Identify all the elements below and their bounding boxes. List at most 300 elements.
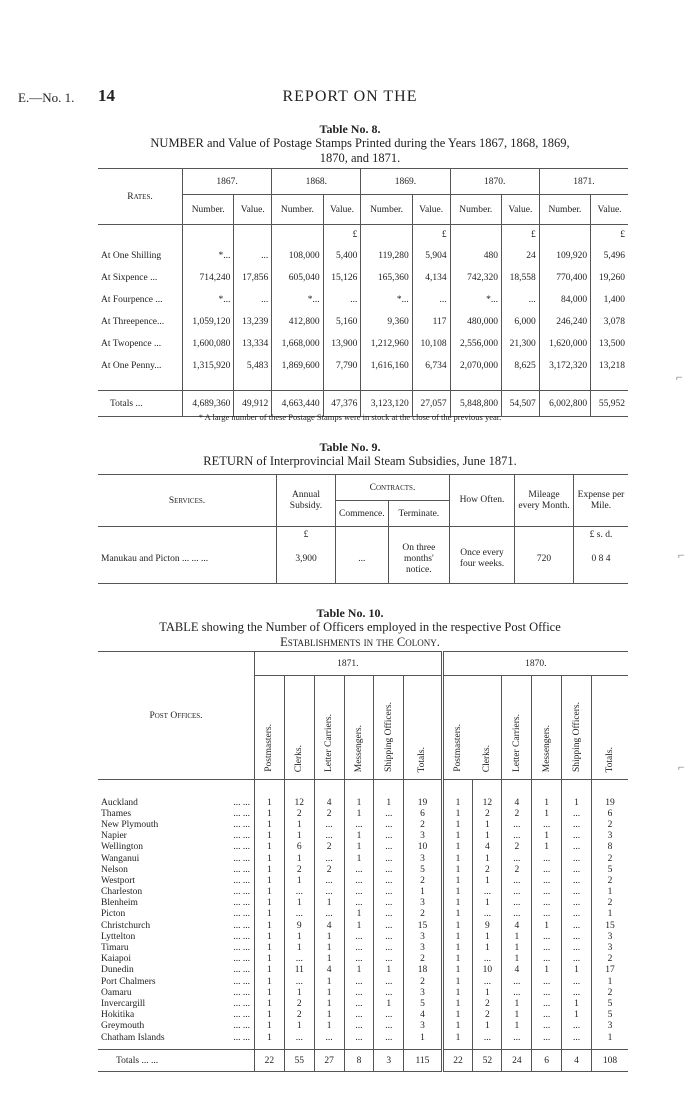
count-cell: 1 — [284, 932, 314, 943]
table-row — [98, 943, 628, 954]
count-cell: 1 — [255, 887, 285, 898]
count-cell: 2 — [284, 1010, 314, 1021]
count-cell: 2 — [404, 954, 442, 965]
count-cell: ... — [473, 909, 502, 920]
count-cell: ... — [562, 921, 592, 932]
number-cell: 246,240 — [539, 311, 590, 333]
margin-mark: ⌐ — [676, 370, 683, 384]
count-cell: 1 — [255, 954, 285, 965]
number-cell: 1,212,960 — [361, 333, 412, 355]
count-cell: 2 — [314, 865, 344, 876]
count-cell: ... — [374, 1010, 404, 1021]
count-cell: ... — [374, 820, 404, 831]
count-cell: 4 — [473, 842, 502, 853]
count-cell: ... — [284, 1032, 314, 1043]
count-cell: ... — [532, 909, 562, 920]
count-cell: 1 — [442, 909, 473, 920]
total-cell: 4 — [562, 1050, 592, 1072]
count-cell: ... — [532, 898, 562, 909]
count-cell: ... — [344, 988, 374, 999]
office-cell — [98, 954, 255, 965]
office-cell — [98, 831, 255, 842]
count-cell: 3 — [607, 831, 613, 842]
count-cell: 2 — [473, 999, 502, 1010]
office-cell — [98, 943, 255, 954]
office-name: Charleston — [101, 887, 143, 898]
number-cell: 3,172,320 — [539, 355, 590, 377]
count-cell: 15 — [605, 920, 615, 931]
page-title: REPORT ON THE — [282, 88, 418, 105]
column-header-text: Clerks. — [294, 744, 305, 772]
count-cell: 1 — [607, 909, 613, 920]
count-cell: 3 — [404, 932, 442, 943]
table-row — [98, 932, 628, 943]
value-col-header: Value. — [234, 195, 272, 225]
column-header-text: Totals. — [604, 746, 615, 772]
totals-label: Totals ... — [98, 391, 183, 417]
count-cell: 1 — [442, 988, 473, 999]
count-cell: 1 — [442, 932, 473, 943]
column-header-text: Shipping Officers. — [383, 701, 394, 772]
count-cell: 1 — [442, 820, 473, 831]
count-cell: ... — [562, 898, 592, 909]
count-cell: 1 — [532, 798, 562, 809]
number-cell: 1,616,160 — [361, 355, 412, 377]
count-cell: ... — [532, 932, 562, 943]
year-header: 1867. — [183, 169, 272, 195]
count-cell: 1 — [502, 999, 532, 1010]
count-cell: ... — [532, 999, 562, 1010]
currency-mark: £ — [277, 527, 336, 543]
count-cell: 1 — [442, 898, 473, 909]
column-header-text: Totals. — [417, 746, 428, 772]
count-cell: 1 — [255, 965, 285, 976]
value-cell: 5,483 — [234, 355, 272, 377]
value-cell: 13,500 — [598, 338, 625, 349]
number-cell: *... — [183, 289, 234, 311]
year-header: 1870. — [442, 652, 628, 676]
value-cell: 13,239 — [234, 311, 272, 333]
total-cell: 22 — [255, 1050, 285, 1072]
doc-reference: E.—No. 1. — [18, 90, 75, 105]
count-cell: 1 — [532, 842, 562, 853]
service-name: Manukau and Picton ... ... ... — [98, 543, 277, 576]
count-cell: 2 — [502, 842, 532, 853]
count-cell: ... — [374, 1021, 404, 1032]
table-row — [98, 798, 628, 809]
leader-dots: ... ... — [233, 864, 250, 875]
count-cell: ... — [562, 831, 592, 842]
count-cell: 2 — [607, 987, 613, 998]
count-cell: 1 — [314, 932, 344, 943]
number-cell: 9,360 — [361, 311, 412, 333]
number-cell: 480,000 — [450, 311, 501, 333]
value-cell: 5,160 — [323, 311, 361, 333]
rate-label: At One Shilling — [98, 245, 183, 267]
column-header-text: Letter Carriers. — [324, 713, 335, 772]
count-cell: ... — [562, 1032, 592, 1043]
count-cell: 6 — [284, 842, 314, 853]
column-header — [473, 676, 502, 780]
count-cell: ... — [502, 977, 532, 988]
office-cell — [98, 921, 255, 932]
value-cell: 1,400 — [603, 294, 625, 305]
count-cell: 2 — [284, 999, 314, 1010]
count-cell: 1 — [255, 1021, 285, 1032]
table-row — [98, 289, 628, 311]
count-cell: ... — [502, 909, 532, 920]
count-cell: ... — [374, 988, 404, 999]
count-cell: ... — [532, 876, 562, 887]
count-cell: ... — [314, 853, 344, 864]
count-cell: 4 — [314, 921, 344, 932]
table-row — [98, 921, 628, 932]
count-cell: 2 — [502, 865, 532, 876]
table10-officers — [98, 651, 628, 1072]
table-row — [98, 1010, 628, 1021]
count-cell: ... — [314, 876, 344, 887]
column-header-text: Postmasters. — [453, 724, 464, 772]
count-cell: 1 — [404, 1032, 442, 1043]
count-cell: 1 — [442, 887, 473, 898]
count-cell: ... — [562, 876, 592, 887]
value-cell: 18,558 — [501, 267, 539, 289]
count-cell: ... — [314, 831, 344, 842]
office-name: Dunedin — [101, 965, 134, 976]
count-cell: ... — [344, 977, 374, 988]
count-cell: ... — [562, 977, 592, 988]
count-cell: ... — [344, 898, 374, 909]
count-cell: 10 — [473, 965, 502, 976]
office-cell — [98, 988, 255, 999]
count-cell: ... — [532, 1010, 562, 1021]
value-col-header: Value. — [323, 195, 361, 225]
terminate-value: On three months' notice. — [388, 543, 449, 576]
count-cell: 1 — [473, 820, 502, 831]
count-cell: 1 — [442, 965, 473, 976]
office-name: Lyttelton — [101, 931, 136, 942]
count-cell: 1 — [473, 831, 502, 842]
rate-label: At Fourpence ... — [98, 289, 183, 311]
office-cell — [98, 932, 255, 943]
count-cell: 2 — [284, 865, 314, 876]
count-cell: 1 — [344, 921, 374, 932]
count-cell: ... — [284, 887, 314, 898]
expense-header: Expense per Mile. — [574, 475, 629, 527]
count-cell: 1 — [284, 820, 314, 831]
count-cell: ... — [502, 853, 532, 864]
count-cell: 1 — [344, 842, 374, 853]
count-cell: ... — [374, 954, 404, 965]
count-cell: 1 — [562, 1010, 592, 1021]
table8-footnote: * A large number of these Postage Stamps were in stock at the close of the previous year. — [198, 412, 502, 422]
table-row — [98, 909, 628, 920]
count-cell: 3 — [404, 831, 442, 842]
count-cell: 1 — [473, 988, 502, 999]
number-cell: 1,620,000 — [539, 333, 590, 355]
count-cell: 2 — [404, 977, 442, 988]
leader-dots: ... ... — [233, 875, 250, 886]
count-cell: 1 — [374, 798, 404, 809]
table-row — [98, 853, 628, 864]
count-cell: 3 — [404, 853, 442, 864]
count-cell: 1 — [284, 898, 314, 909]
leader-dots: ... ... — [233, 1021, 250, 1032]
count-cell: ... — [314, 909, 344, 920]
count-cell: ... — [473, 1032, 502, 1043]
table-row — [98, 842, 628, 853]
count-cell: 1 — [314, 1021, 344, 1032]
count-cell: ... — [562, 1021, 592, 1032]
table-row — [98, 267, 628, 289]
count-cell: ... — [374, 876, 404, 887]
value-cell: 7,790 — [323, 355, 361, 377]
count-cell: 5 — [404, 999, 442, 1010]
count-cell: 2 — [607, 819, 613, 830]
number-cell: 1,315,920 — [183, 355, 234, 377]
column-header — [562, 676, 592, 780]
number-col-header: Number. — [183, 195, 234, 225]
leader-dots: ... ... — [233, 909, 250, 920]
table-row — [98, 311, 628, 333]
currency-mark: £ — [501, 225, 539, 245]
table-row — [98, 820, 628, 831]
count-cell: ... — [374, 909, 404, 920]
office-name: Oamaru — [101, 987, 132, 998]
office-name: Napier — [101, 831, 127, 842]
count-cell: 1 — [442, 1021, 473, 1032]
count-cell: 3 — [404, 898, 442, 909]
count-cell: 1 — [442, 831, 473, 842]
total-cell: 5,848,800 — [450, 391, 501, 417]
count-cell: 5 — [404, 865, 442, 876]
expense-units: £ s. d. — [589, 529, 613, 540]
count-cell: ... — [314, 1032, 344, 1043]
count-cell: 4 — [314, 965, 344, 976]
count-cell: 3 — [404, 943, 442, 954]
count-cell: 1 — [255, 909, 285, 920]
count-cell: ... — [314, 887, 344, 898]
how-often-value: Once every four weeks. — [450, 543, 515, 576]
office-name: New Plymouth — [101, 819, 159, 830]
count-cell: 1 — [607, 976, 613, 987]
leader-dots: ... ... — [233, 1032, 250, 1043]
count-cell: 1 — [442, 1010, 473, 1021]
table8-stamps — [98, 168, 628, 417]
count-cell: ... — [344, 1010, 374, 1021]
number-cell: 605,040 — [272, 267, 323, 289]
count-cell: ... — [562, 842, 592, 853]
count-cell: ... — [344, 876, 374, 887]
table-row — [98, 245, 628, 267]
count-cell: 1 — [284, 831, 314, 842]
currency-mark: £ — [323, 225, 361, 245]
count-cell: 1 — [442, 999, 473, 1010]
total-cell: 24 — [502, 1050, 532, 1072]
currency-mark: £ — [620, 229, 625, 240]
count-cell: ... — [562, 820, 592, 831]
total-cell: 22 — [442, 1050, 473, 1072]
office-name: Thames — [101, 808, 132, 819]
count-cell: 1 — [255, 1032, 285, 1043]
number-cell: *... — [450, 289, 501, 311]
rate-label: At Twopence ... — [98, 333, 183, 355]
table10-title-line1: TABLE showing the Number of Officers employed in the respective Post Office — [159, 620, 561, 634]
count-cell: ... — [374, 898, 404, 909]
page-number: 14 — [98, 86, 115, 105]
count-cell: ... — [344, 999, 374, 1010]
count-cell: 18 — [404, 965, 442, 976]
count-cell: 1 — [344, 909, 374, 920]
count-cell: 1 — [314, 977, 344, 988]
count-cell: 10 — [404, 842, 442, 853]
column-header — [404, 676, 442, 780]
number-cell: 1,668,000 — [272, 333, 323, 355]
count-cell: 1 — [255, 1010, 285, 1021]
year-header: 1871. — [539, 169, 628, 195]
count-cell: ... — [532, 865, 562, 876]
count-cell: 1 — [255, 820, 285, 831]
count-cell: 1 — [255, 921, 285, 932]
count-cell: ... — [562, 943, 592, 954]
count-cell: 1 — [344, 831, 374, 842]
count-cell: ... — [502, 1032, 532, 1043]
column-header — [442, 676, 473, 780]
office-cell — [98, 809, 255, 820]
count-cell: 1 — [532, 921, 562, 932]
leader-dots: ... ... — [233, 943, 250, 954]
count-cell: 4 — [502, 798, 532, 809]
count-cell: 1 — [374, 999, 404, 1010]
count-cell: 1 — [562, 999, 592, 1010]
count-cell: 1 — [255, 831, 285, 842]
count-cell: 2 — [473, 1010, 502, 1021]
value-cell: 6,734 — [412, 355, 450, 377]
count-cell: 1 — [562, 965, 592, 976]
table-row — [98, 887, 628, 898]
count-cell: ... — [502, 876, 532, 887]
table10-title — [60, 620, 660, 650]
count-cell: ... — [473, 887, 502, 898]
count-cell: 3 — [607, 931, 613, 942]
count-cell: 5 — [607, 1010, 613, 1021]
total-cell: 27 — [314, 1050, 344, 1072]
count-cell: ... — [473, 954, 502, 965]
count-cell: 2 — [314, 842, 344, 853]
count-cell: 2 — [404, 820, 442, 831]
how-often-header: How Often. — [450, 475, 515, 527]
count-cell: 1 — [562, 798, 592, 809]
count-cell: 1 — [442, 865, 473, 876]
count-cell: 1 — [255, 853, 285, 864]
count-cell: ... — [502, 988, 532, 999]
totals-label: Totals ... ... — [98, 1050, 255, 1072]
count-cell: 3 — [607, 943, 613, 954]
leader-dots: ... ... — [233, 987, 250, 998]
office-name: Westport — [101, 875, 136, 886]
count-cell: 1 — [442, 977, 473, 988]
office-cell — [98, 977, 255, 988]
office-name: Kaiapoi — [101, 954, 132, 965]
count-cell: 1 — [532, 809, 562, 820]
office-name: Port Chalmers — [101, 976, 156, 987]
count-cell: ... — [562, 887, 592, 898]
count-cell: 4 — [502, 921, 532, 932]
count-cell: ... — [374, 977, 404, 988]
total-cell: 115 — [404, 1050, 442, 1072]
count-cell: 1 — [255, 898, 285, 909]
count-cell: ... — [344, 954, 374, 965]
leader-dots: ... ... — [233, 808, 250, 819]
count-cell: 1 — [532, 831, 562, 842]
office-cell — [98, 909, 255, 920]
office-cell — [98, 999, 255, 1010]
count-cell: 19 — [605, 797, 615, 808]
number-cell: 119,280 — [361, 245, 412, 267]
table-row — [98, 333, 628, 355]
count-cell: 1 — [344, 798, 374, 809]
table10-title-line2: Establishments in the Colony. — [280, 635, 440, 649]
count-cell: 6 — [607, 808, 613, 819]
value-cell: ... — [412, 289, 450, 311]
value-cell: 24 — [501, 245, 539, 267]
office-cell — [98, 865, 255, 876]
count-cell: 6 — [404, 809, 442, 820]
number-col-header: Number. — [450, 195, 501, 225]
count-cell: 2 — [607, 875, 613, 886]
office-cell — [98, 820, 255, 831]
count-cell: 1 — [284, 876, 314, 887]
office-name: Wellington — [101, 842, 143, 853]
office-cell — [98, 842, 255, 853]
leader-dots: ... ... — [233, 887, 250, 898]
count-cell: 1 — [473, 898, 502, 909]
value-col-header: Value. — [591, 195, 628, 225]
count-cell: 12 — [284, 798, 314, 809]
count-cell: 1 — [284, 1021, 314, 1032]
number-cell: 165,360 — [361, 267, 412, 289]
column-header-text: Shipping Officers. — [571, 701, 582, 772]
count-cell: 1 — [255, 932, 285, 943]
count-cell: ... — [374, 842, 404, 853]
count-cell: 1 — [284, 943, 314, 954]
table-row — [98, 831, 628, 842]
total-cell: 55,952 — [591, 391, 628, 417]
office-cell — [98, 798, 255, 809]
count-cell: 8 — [607, 842, 613, 853]
office-name: Hokitika — [101, 1010, 135, 1021]
office-name: Chatham Islands — [101, 1032, 165, 1043]
leader-dots: ... ... — [233, 819, 250, 830]
rate-label: At Sixpence ... — [98, 267, 183, 289]
table-row — [98, 988, 628, 999]
column-header — [284, 676, 314, 780]
services-header: Services. — [98, 475, 277, 527]
leader-dots: ... ... — [233, 965, 250, 976]
value-cell: 4,134 — [412, 267, 450, 289]
number-cell: 770,400 — [539, 267, 590, 289]
value-cell: 5,400 — [323, 245, 361, 267]
table8-label: Table No. 8. — [319, 122, 381, 136]
leader-dots: ... ... — [233, 976, 250, 987]
value-cell: 13,900 — [323, 333, 361, 355]
office-cell — [98, 876, 255, 887]
count-cell: 1 — [442, 921, 473, 932]
count-cell: ... — [562, 932, 592, 943]
number-col-header: Number. — [272, 195, 323, 225]
count-cell: ... — [314, 820, 344, 831]
count-cell: ... — [344, 1032, 374, 1043]
